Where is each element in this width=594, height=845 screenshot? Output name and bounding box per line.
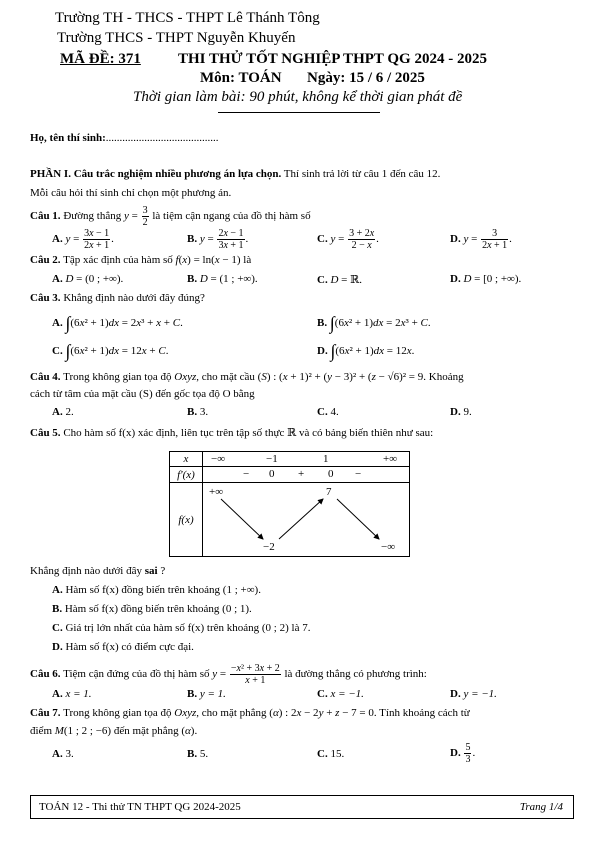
q2-number: Câu 2.: [30, 254, 61, 266]
q6-fraction: $\frac{\text{−x² + 3x + 2}}{x + 1}$: [230, 663, 280, 686]
q7-line-2: điểm M(1 ; 2 ; −6) đến mặt phẳng (α).: [30, 725, 198, 737]
q2-option-a[interactable]: A. D = (0 ; +∞).: [52, 273, 124, 285]
vt-f-7: 7: [326, 486, 332, 498]
q4-option-c[interactable]: C. 4.: [317, 406, 339, 418]
exam-subject: Môn: TOÁN: [200, 70, 282, 86]
q7-option-d[interactable]: D. $\frac{5}{3}$ .: [450, 742, 476, 765]
q2-post: là: [243, 254, 252, 266]
school-name-2: Trường THCS - THPT Nguyễn Khuyến: [57, 30, 296, 46]
part1-intro-2: Mỗi câu hỏi thí sinh chỉ chọn một phương án.: [30, 187, 232, 199]
q4-option-a[interactable]: A. 2.: [52, 406, 74, 418]
vt-f-pos-inf: +∞: [209, 486, 224, 498]
q3-option-d[interactable]: D. ∫(6x² + 1)dx = 12x.: [317, 341, 415, 361]
question-1: Câu 1. Đường thẳng y = $\frac{3}{2}$ là tiệm cận ngang của đồ thị hàm số: [30, 205, 311, 228]
page-footer: [30, 795, 574, 819]
q4-option-d[interactable]: D. 9.: [450, 406, 472, 418]
exam-title: THI THỬ TỐT NGHIỆP THPT QG 2024 - 2025: [178, 51, 487, 67]
q1-option-d[interactable]: D. y = $\frac{3}{2x + 1}$ .: [450, 228, 512, 251]
vt-fp-sign-1: −: [243, 468, 250, 480]
q5-number: Câu 5.: [30, 427, 61, 439]
vt-fp-sign-2: +: [298, 468, 305, 480]
exam-code: MÃ ĐỀ: 371: [60, 51, 141, 67]
q7-number: Câu 7.: [30, 707, 61, 719]
student-name-label: Họ, tên thí sinh:: [30, 132, 106, 144]
student-name-line: [30, 132, 219, 145]
q1-number: Câu 1.: [30, 210, 61, 223]
vt-fp-sign-3: −: [355, 468, 362, 480]
q5-ask: Khẳng định nào dưới đây sai ?: [30, 565, 166, 577]
vt-x-1: 1: [323, 453, 329, 465]
student-name-dots: .........................................: [105, 132, 219, 144]
q5-option-c[interactable]: C. Giá trị lớn nhất của hàm số f(x) trên khoảng (0 ; 2) là 7.: [52, 622, 311, 634]
footer-page-number: Trang 1/4: [519, 801, 563, 813]
q2-option-c[interactable]: C. D = ℝ.: [317, 274, 363, 286]
exam-duration: Thời gian làm bài: 90 phút, không kể thời gian phát đề: [133, 89, 463, 105]
vt-fp-label: f′(x): [170, 467, 203, 483]
question-4: Câu 4. Trong không gian tọa độ Oxyz, cho mặt cầu (S) : (x + 1)² + (y − 3)² + (z − √6)² = 9. Khoảng: [30, 371, 464, 383]
q5-text: Cho hàm số f(x) xác định, liên tục trên tập số thực ℝ và có bảng biến thiên như sau:: [63, 427, 434, 439]
q6-option-c[interactable]: C. x = −1.: [317, 688, 364, 700]
q6-option-b[interactable]: B. y = 1.: [187, 688, 226, 700]
vt-f-neg-inf: −∞: [381, 541, 396, 553]
q3-text: Khẳng định nào dưới đây đúng?: [63, 292, 205, 304]
vt-arrow-down-1: [221, 499, 263, 539]
q3-option-a[interactable]: A. ∫(6x² + 1)dx = 2x³ + x + C.: [52, 313, 183, 333]
q2-option-d[interactable]: D. D = [0 ; +∞).: [450, 273, 522, 285]
q3-number: Câu 3.: [30, 292, 61, 304]
q4-number: Câu 4.: [30, 371, 61, 383]
vt-arrows: [203, 483, 411, 558]
q3-option-b[interactable]: B. ∫(6x² + 1)dx = 2x³ + C.: [317, 313, 431, 333]
q6-number: Câu 6.: [30, 668, 61, 681]
vt-fp-zero-1: 0: [269, 468, 275, 480]
variation-table: [169, 451, 410, 557]
q6-option-a[interactable]: A. x = 1.: [52, 688, 92, 700]
q1-pre: Đường thẳng: [63, 210, 122, 223]
part1-title: PHẦN I. Câu trắc nghiệm nhiều phương án lựa chọn.: [30, 168, 282, 180]
school-name-1: Trường TH - THCS - THPT Lê Thánh Tông: [55, 10, 320, 26]
question-6: Câu 6. Tiệm cận đứng của đồ thị hàm số y = $\frac{\text{−x² + 3x + 2}}{x + 1}$ là đường thẳng có phương trình:: [30, 663, 427, 686]
q1-option-c[interactable]: C. y = $\frac{3 + 2x}{2 - x}$ .: [317, 228, 379, 251]
q4-line-2: cách từ tâm của mặt cầu (S) đến gốc tọa độ O bằng: [30, 388, 255, 400]
q1-option-a[interactable]: A. y = $\frac{3x - 1}{2x + 1}$ .: [52, 228, 114, 251]
question-5: [30, 427, 433, 440]
vt-x-label: x: [170, 452, 203, 467]
q5-option-b[interactable]: B. Hàm số f(x) đồng biến trên khoảng (0 ; 1).: [52, 603, 252, 615]
q5-option-d[interactable]: D. Hàm số f(x) có điểm cực đại.: [52, 641, 194, 653]
q6-option-d[interactable]: D. y = −1.: [450, 688, 497, 700]
q7-option-a[interactable]: A. 3.: [52, 748, 74, 760]
vt-f-label: f(x): [170, 483, 203, 557]
exam-date: Ngày: 15 / 6 / 2025: [307, 70, 425, 86]
footer-left: TOÁN 12 - Thi thử TN THPT QG 2024-2025: [39, 801, 241, 813]
question-7: Câu 7. Trong không gian tọa độ Oxyz, cho mặt phẳng (α) : 2x − 2y + z − 7 = 0. Tính khoảng cách từ: [30, 707, 470, 719]
header-divider: [218, 112, 380, 113]
q4-option-b[interactable]: B. 3.: [187, 406, 209, 418]
q5-option-a[interactable]: A. Hàm số f(x) đồng biến trên khoảng (1 ; +∞).: [52, 584, 261, 596]
vt-arrow-down-2: [337, 499, 379, 539]
q7-option-b[interactable]: B. 5.: [187, 748, 209, 760]
question-2: Câu 2. Tập xác định của hàm số f(x) = ln(x − 1) là: [30, 254, 252, 266]
vt-f-minus2: −2: [263, 541, 275, 553]
vt-x-minus1: −1: [266, 453, 278, 465]
question-3: [30, 292, 205, 305]
vt-arrow-up: [279, 499, 323, 539]
part1-intro: Thí sinh trả lời từ câu 1 đến câu 12.: [281, 168, 441, 180]
q1-post: là tiệm cận ngang của đồ thị hàm số: [152, 210, 311, 223]
vt-x-neg-inf: −∞: [211, 453, 226, 465]
q2-text: Tập xác định của hàm số: [63, 254, 173, 266]
q1-option-b[interactable]: B. y = $\frac{2x - 1}{3x + 1}$ .: [187, 228, 249, 251]
q3-option-c[interactable]: C. ∫(6x² + 1)dx = 12x + C.: [52, 341, 169, 361]
q1-fraction: $\frac{3}{2}$: [142, 205, 148, 228]
q2-option-b[interactable]: B. D = (1 ; +∞).: [187, 273, 258, 285]
part1-heading: [30, 168, 440, 181]
vt-x-pos-inf: +∞: [383, 453, 398, 465]
q7-option-c[interactable]: C. 15.: [317, 748, 345, 760]
vt-fp-zero-2: 0: [328, 468, 334, 480]
